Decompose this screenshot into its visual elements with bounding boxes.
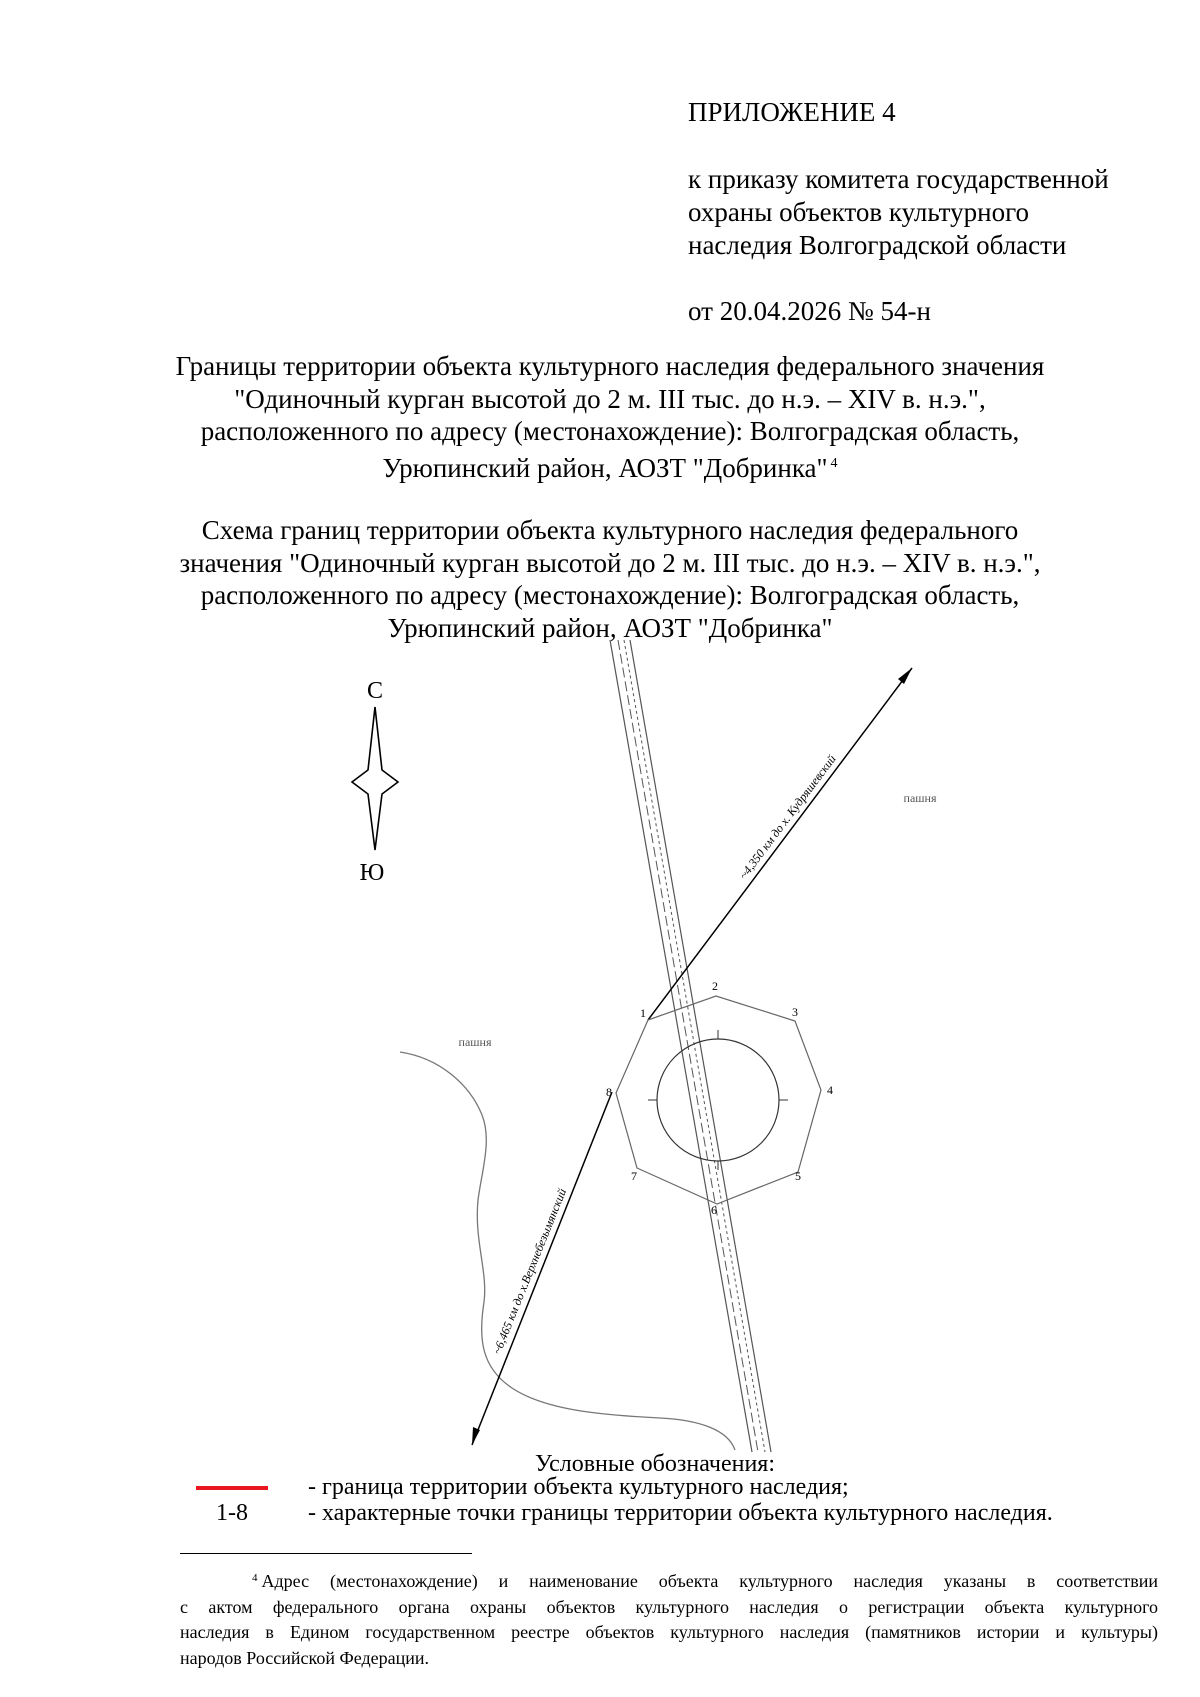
- order-line: к приказу комитета государственной: [688, 164, 1109, 194]
- legend-boundary-swatch: [196, 1486, 268, 1490]
- heading-line: "Одиночный курган высотой до 2 м. III тыс. до н.э. – XIV в. н.э.",: [234, 383, 986, 414]
- boundary-point-3: 3: [792, 1005, 798, 1019]
- scheme-title-line: Схема границ территории объекта культурного наследия федерального: [201, 515, 1019, 545]
- boundary-point-7: 7: [631, 1169, 637, 1183]
- legend-boundary-text: - граница территории объекта культурного наследия;: [308, 1474, 849, 1500]
- boundary-point-2: 2: [712, 979, 718, 993]
- scheme-title-line: расположенного по адресу (местонахождение): Волгоградская область,: [200, 580, 1020, 610]
- compass-icon: [352, 678, 398, 886]
- heading-line: Границы территории объекта культурного наследия федерального значения: [175, 351, 1045, 381]
- footnote-line-first: [180, 1566, 1158, 1595]
- scheme-title-line: Урюпинский район, АОЗТ "Добринка": [387, 612, 833, 643]
- order-date: от 20.04.2026 № 54-н: [688, 296, 931, 326]
- field-label-right: пашня: [903, 791, 937, 805]
- heading-line: Урюпинский район, АОЗТ "Добринка": [382, 452, 828, 483]
- boundary-point-6: 6: [711, 1203, 717, 1217]
- legend-points-text: - характерные точки границы территории объекта культурного наследия.: [308, 1500, 1053, 1526]
- boundary-point-5: 5: [795, 1169, 801, 1183]
- scheme-title-line: значения "Одиночный курган высотой до 2 м. III тыс. до н.э. – XIV в. н.э.",: [179, 547, 1041, 578]
- footnote: [180, 1566, 1158, 1671]
- heading-line: расположенного по адресу (местонахождение): Волгоградская область,: [200, 416, 1020, 446]
- boundary-point-4: 4: [827, 1083, 833, 1097]
- boundary-point-8: 8: [606, 1085, 612, 1099]
- footnote-number: 4: [252, 1572, 258, 1584]
- order-line: наследия Волгоградской области: [688, 230, 1067, 260]
- direction-label-ne: ~4,350 км до х. Кудряшевский: [736, 752, 839, 882]
- direction-label-sw: ~6,465 км до х.Верхнебезымянский: [489, 1186, 570, 1357]
- footnote-line: Адрес (местонахождение) и наименование объекта культурного наследия указаны в соответствии: [261, 1571, 1158, 1591]
- field-label-left: пашня: [458, 1035, 492, 1049]
- compass-south-label: Ю: [359, 860, 385, 886]
- footnote-separator: [180, 1553, 472, 1554]
- footnote-line: народов Российской Федерации.: [180, 1647, 429, 1668]
- legend-title: Условные обозначения:: [534, 1451, 776, 1477]
- boundary-point-1: 1: [640, 1006, 646, 1020]
- compass-north-label: С: [366, 678, 384, 704]
- appendix-title: ПРИЛОЖЕНИЕ 4: [688, 97, 896, 127]
- footnote-line: с актом федерального органа охраны объектов культурного наследия о регистрации объекта культурного: [180, 1596, 1158, 1617]
- footnote-line: наследия в Едином государственном реестре объектов культурного наследия (памятников истории и культуры): [180, 1622, 1158, 1642]
- order-line: охраны объектов культурного: [688, 197, 1029, 227]
- footnote-ref[interactable]: 4: [830, 455, 838, 471]
- direction-line-ne: [648, 668, 912, 1020]
- boundary-point-labels: [606, 979, 833, 1217]
- field-boundary-curve: [400, 1052, 735, 1450]
- direction-line-sw: [472, 1092, 612, 1445]
- legend-points-symbol: 1-8: [216, 1500, 248, 1526]
- heritage-boundary-polygon: [616, 996, 821, 1204]
